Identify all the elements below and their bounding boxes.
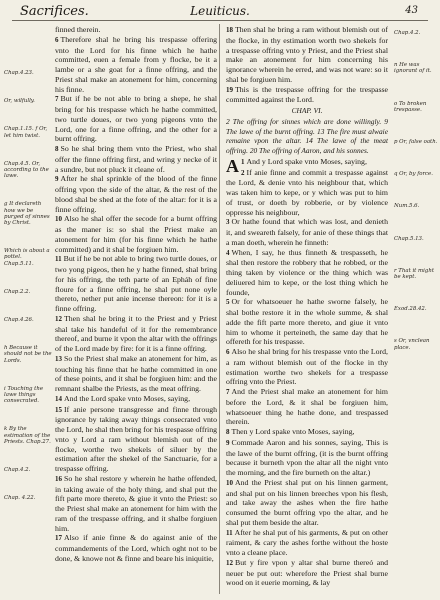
verse <box>226 438 388 478</box>
right-column <box>226 25 388 595</box>
verse-text: But if he be not able to bring a shepe, he shal bring for his trespasse which he hathe committed, two turtle doues, or two yong pigeons vnto the Lord, one for a finne offring, and the other for a burnt offring. <box>55 94 217 144</box>
margin-note: Chap.4.23. <box>4 70 34 76</box>
verse-text: Then shal he bring a ram without blemish out of the flocke, in thy estimation worth two shekels for a trespasse offring vnto y Priest, and the Priest shal make an atonement for him concerning his ignorance wherein he erred, and was not ware: so it shal be forgiuen him. <box>226 25 388 84</box>
verse-number: 6 <box>55 35 59 44</box>
verse <box>55 174 217 214</box>
verse-text: Commade Aaron and his sonnes, saying, This is the lawe of the burnt offring, (it is the burnt offring because it burneth vpon the altar all the night vnto the morning, and the fire burneth on the altar.) <box>226 437 388 477</box>
running-head-book: Leuiticus. <box>190 4 250 18</box>
verse-number: 4 <box>226 248 230 257</box>
margin-note: o To broken trespasse. <box>394 100 427 113</box>
verse-number: 18 <box>226 26 233 34</box>
margin-note: s Or, vnclean place. <box>394 338 430 351</box>
verse-number: 3 <box>226 218 230 227</box>
verse-text: But if he be not able to bring two turtle doues, or two yong pigeos, then he y hathe finned, shal bring for his offring, the teth parte of an Epháh of fine floure for a finne offring, he shal put none oyle thereto, nether put anie incense thereon: for it is a finne offring. <box>55 254 217 313</box>
verse <box>55 405 217 474</box>
chapter-heading: CHAP. VI. <box>291 106 323 115</box>
verse <box>226 217 388 247</box>
verse-number: 17 <box>55 534 62 543</box>
verse <box>226 248 388 298</box>
verse-number: 6 <box>226 348 230 356</box>
verse-number: 11 <box>226 528 233 537</box>
verse-text: This is the trespasse offring for the trespasse committed against the Lord. <box>226 84 388 105</box>
verse <box>226 528 388 558</box>
verse-number: 19 <box>226 85 233 94</box>
margin-note: Chap.4.5. Or, according to the lawe. <box>4 160 49 180</box>
verse-text: Or for whatsoeuer he hathe sworne falsely, he shal bothe restore it in the whole summe, & shal adde the fift parte more thereto, and giue it vnto him to whome it perteineth, the same day that he offereth for his trespasse. <box>226 297 388 347</box>
verse-number: 11 <box>55 255 62 264</box>
verse <box>226 85 388 106</box>
right-margin-notes <box>394 30 438 377</box>
verse <box>226 168 388 218</box>
verse <box>226 427 388 438</box>
verse-number: 16 <box>55 474 62 483</box>
margin-note: Chap.4.2. <box>394 30 421 36</box>
margin-note: Which is about a pottel. Chap.5.11. <box>4 248 50 267</box>
verse-text: After he shal sprinkle of the blood of the finne offring vpon the side of the altar, & the rest of the blood shal be shed at the fote of the altar: for it is a finne offring. <box>55 174 217 214</box>
verse-number: 9 <box>226 438 230 447</box>
verse <box>226 558 388 588</box>
verse <box>55 533 217 563</box>
left-column <box>55 25 217 595</box>
margin-note: k By the estimation of the Priests. Chap.27. <box>4 426 51 445</box>
verse-number: 8 <box>226 428 230 436</box>
chapter-summary: 2 The offring for sinnes which are done willingly. 9 The lawe of the burnt offring. 13 The fire must alwaie remaine vpon the altar. 14 The lawe of the meat offring. 20 The offring of Aaron, and his sonnes. <box>226 116 388 155</box>
margin-note: Num.5.6. <box>394 203 420 210</box>
verse-number: 8 <box>55 145 59 153</box>
verse-number: 10 <box>226 478 233 487</box>
verse-number: 13 <box>55 354 62 363</box>
left-margin-notes <box>4 70 52 523</box>
verse-number: 9 <box>55 175 59 184</box>
margin-note: h Because it should not be the Lords. <box>4 345 52 364</box>
verse-number: 2 <box>241 168 245 177</box>
verse-text: Therefore shal he bring his trespasse offering vnto the Lord for his finne which he hathe committed, euen a female from y flocke, be it a lambe or a she goat for a finne offring, and the Priest shal make an atonement for him, concerning his finne. <box>55 34 217 94</box>
verse <box>226 155 388 176</box>
drop-cap: A <box>226 155 239 176</box>
verse-text: And y Lord spake vnto Moses, saying, <box>246 156 367 166</box>
verse-text: Or hathe found that which was lost, and denieth it, and sweareth falsely, for anie of these things that a man doeth, wherein he finneth: <box>226 217 388 247</box>
margin-note: Chap.4.26. <box>4 317 34 324</box>
page-number: 43 <box>405 5 418 16</box>
verse <box>55 394 217 405</box>
margin-note: Chap.4.2. <box>4 467 31 474</box>
verse <box>226 347 388 387</box>
margin-note: Chap.1.15. f Or, let him twist. <box>4 126 48 139</box>
verse-number: 7 <box>226 388 230 396</box>
verse-text: So he shal bring them vnto the Priest, who shal offer the finne offring first, and wring y necke of it a sundre, but not pluck it cleane of. <box>55 144 217 174</box>
verse <box>226 387 388 427</box>
verse <box>55 94 217 144</box>
verse-number: 15 <box>55 405 62 414</box>
verse-text: If anie persone transgresse and finne through ignorance by taking away things consecrated vnto the Lord, he shal then bring for his trespasse offring vnto y Lord a ram without blemish out of the flocke, worthe two shekels of siluer by the estimation after the shekel of the Sanctuarie, for a trespasse offring. <box>55 404 217 473</box>
verse-text: So he shal restore y wherein he hathe offended, in taking awaie of the holy thing, and shal put the fift parte more thereto, & giue it vnto the Priest: so the Priest shal make an atonement for him with the ram of the trespasse offring, and it shalbe forgiuen him. <box>55 473 217 533</box>
column-divider <box>219 24 220 594</box>
margin-note: i Touching the lawe things consecrated. <box>4 385 44 405</box>
verse-number: 12 <box>226 558 233 567</box>
verse <box>55 354 217 394</box>
verse <box>55 25 217 35</box>
verse-text: After he shal put of his garments, & put on other raiment, & cary the ashes forthe without the hoste vnto a cleane place. <box>226 527 388 557</box>
verse-text: And the Priest shal make an atonement for him before the Lord, & it shal be forgiuen him, whatsoeuer thing he hathe done, and trespassed therein. <box>226 387 388 427</box>
verse-text: But y fire vpon y altar shal burne thereó and neuer be put out: wherefore the Priest shal burne wood on it euerie morning, & lay <box>226 557 388 588</box>
verse-text: So the Priest shal make an atonement for him, as touching his finne that he hathe committed in one of these points, and it shal be forgiuen him: and the remnant shalbe the Priests, as the meat offring. <box>55 353 217 393</box>
verse <box>55 144 217 174</box>
verse <box>226 25 388 85</box>
verse <box>55 314 217 354</box>
verse-number: 10 <box>55 215 62 224</box>
margin-note: q Or, by force. <box>394 171 433 178</box>
verse-text: Then y Lord spake vnto Moses, saying, <box>231 427 355 436</box>
margin-note: Or, wilfully. <box>4 98 35 105</box>
verse-text: Also he shal offer the secode for a burnt offring as the maner is: so shal the Priest make an atonement for him (for his finne which he hathe committed) and it shal be forgiuen him. <box>55 214 217 254</box>
verse <box>226 297 388 347</box>
verse-text: And the Lord spake vnto Moses, saying, <box>64 393 191 403</box>
verse-text: And the Priest shal put on his linnen garment, and shal put on his linnen breeches vpon his flesh, and take away the ashes when the fire hathe consumed the burnt offring vpo the altar, and he shal put them beside the altar. <box>226 477 388 527</box>
verse <box>55 214 217 254</box>
verse-text: If anie finne and commit a trespasse against the Lord, & denie vnto his neighbour that, which was taken him to kepe, or y which was put to him of trust, or doeth by robberie, or by violence oppresse his neighbour, <box>226 167 388 217</box>
header-rule <box>12 20 428 21</box>
margin-note: Exod.28.42. <box>394 306 427 313</box>
margin-note: g It declareth how we be purged of sinnes by Christ. <box>4 201 50 227</box>
verse-text: finned therein. <box>55 25 101 34</box>
margin-note: Chap.5.13. <box>394 235 424 242</box>
verse-number: 12 <box>55 314 62 323</box>
margin-note: Chap.2.2. <box>4 288 31 295</box>
margin-note: r That it might be kept. <box>394 267 434 281</box>
running-head-left: Sacrifices. <box>20 4 89 19</box>
verse-text: Also he shal bring for his trespasse vnto the Lord, a ram without blemish out of the flocke in thy estimation worthe two shekels for a trespasse offring vnto the Priest. <box>226 347 388 387</box>
verse-text: When, I say, he thus finneth & trespasseth, he shal then restore the robbery that he robbed, or the thing taken by violence or the thing which was deliuered him to kepe, or the lost thing which he founde, <box>226 247 388 297</box>
verse-number: 5 <box>226 298 230 307</box>
verse <box>55 474 217 534</box>
verse-number: 7 <box>55 95 59 104</box>
margin-note: p Or, false oath. <box>394 139 438 146</box>
margin-note: Chap. 4.22. <box>4 495 36 502</box>
verse <box>55 35 217 95</box>
verse-text: Also if anie finne & do against anie of the commandements of the Lord, which oght not to be done, & knowe not & finne and beare his iniquitie, <box>55 533 217 563</box>
verse-number: 1 <box>241 157 245 166</box>
verse <box>55 254 217 314</box>
verse <box>226 478 388 528</box>
verse-number: 14 <box>55 394 62 403</box>
verse-text: Then shal he bring it to the Priest and y Priest shal take his handeful of it for the remembrance thereof, and burne it vpon the altar with the offrings of the Lord made by fire: for it is a finne offring. <box>55 313 217 353</box>
margin-note: n He was ignorant of it. <box>394 62 432 75</box>
